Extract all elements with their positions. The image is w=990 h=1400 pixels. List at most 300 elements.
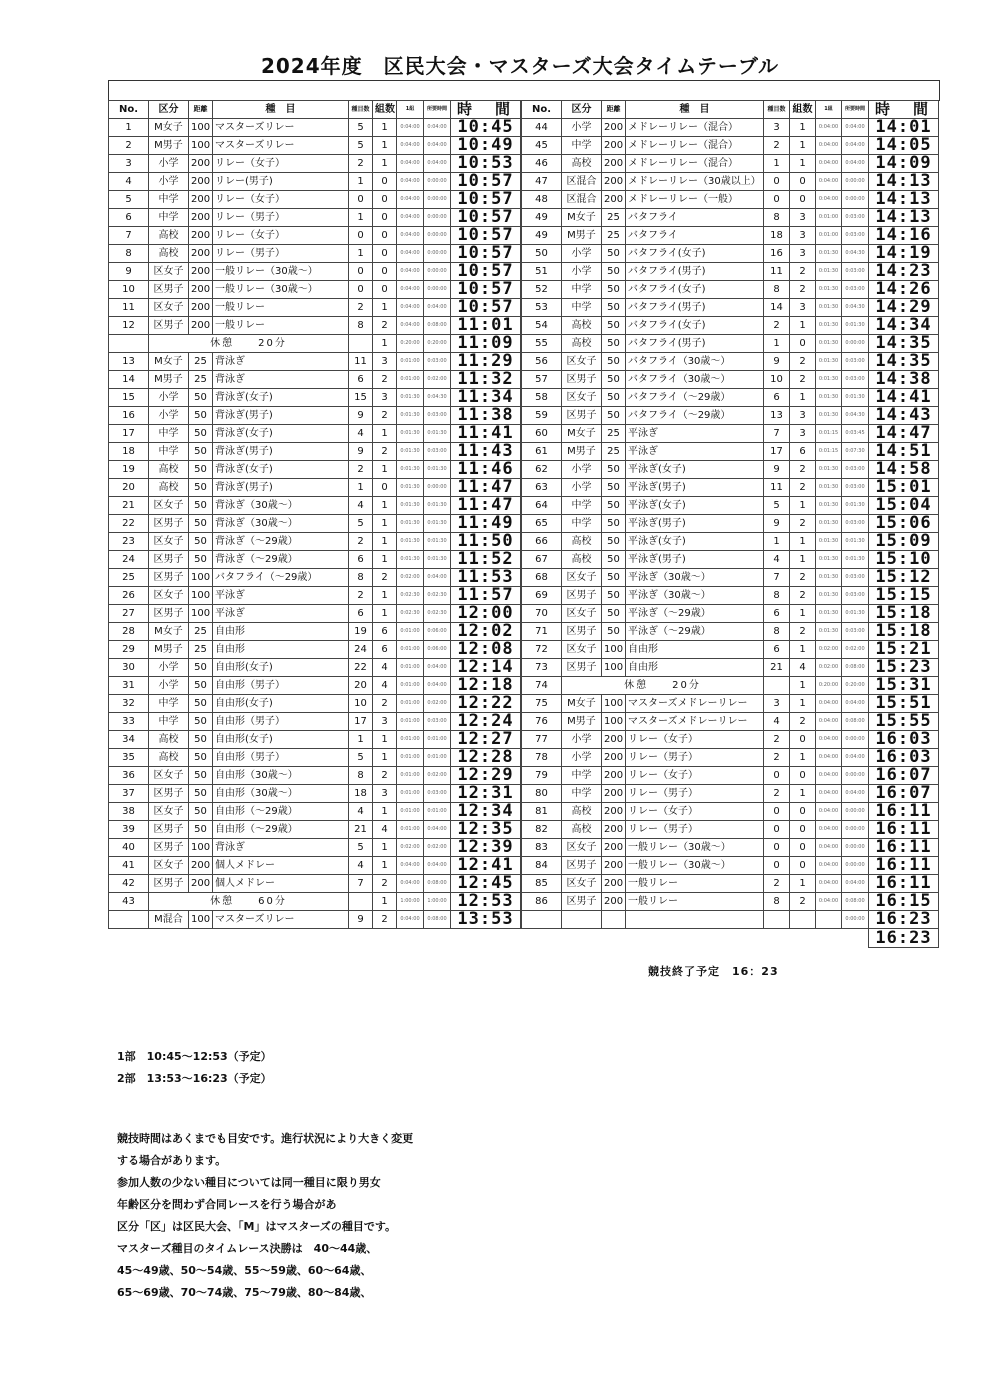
row-no: 18 [109, 443, 149, 461]
row-heats: 2 [790, 353, 816, 371]
row-start-time: 15:23 [869, 659, 939, 677]
row-start-time: 15:10 [869, 551, 939, 569]
row-entries: 0 [764, 857, 790, 875]
row-start-time: 12:14 [451, 659, 521, 677]
row-no: 83 [522, 839, 562, 857]
row-division: 小学 [562, 245, 602, 263]
row-start-time: 14:34 [869, 317, 939, 335]
row-total-duration: 0:04:00 [424, 821, 451, 839]
row-heats: 2 [790, 461, 816, 479]
row-total-duration: 0:04:30 [842, 245, 869, 263]
row-heats: 2 [790, 893, 816, 911]
row-entries: 10 [349, 695, 373, 713]
table-row [522, 893, 939, 911]
table-row [522, 569, 939, 587]
row-no: 50 [522, 245, 562, 263]
row-division: 小学 [562, 479, 602, 497]
row-entries: 11 [349, 353, 373, 371]
row-distance: 50 [189, 479, 213, 497]
row-start-time: 11:46 [451, 461, 521, 479]
table-row [109, 209, 521, 227]
row-event: メドレーリレー（混合） [626, 155, 764, 173]
row-division: 中学 [562, 767, 602, 785]
row-division: 区女子 [562, 569, 602, 587]
row-heat-duration: 0:04:00 [397, 119, 424, 137]
row-total-duration: 0:04:30 [842, 407, 869, 425]
row-heats: 1 [373, 335, 397, 353]
row-heats: 1 [373, 857, 397, 875]
row-division: 区女子 [149, 533, 189, 551]
row-total-duration: 0:01:30 [424, 533, 451, 551]
row-event: 自由形(女子) [213, 731, 349, 749]
row-heats: 1 [790, 137, 816, 155]
row-distance: 200 [602, 821, 626, 839]
table-frame-top [108, 80, 940, 101]
row-total-duration: 0:08:00 [424, 317, 451, 335]
row-no: 29 [109, 641, 149, 659]
row-entries: 7 [764, 425, 790, 443]
row-event: 一般リレー（30歳～） [626, 857, 764, 875]
row-total-duration: 0:01:30 [842, 605, 869, 623]
row-heat-duration: 0:04:00 [816, 695, 842, 713]
table-row [522, 533, 939, 551]
row-heats: 0 [373, 191, 397, 209]
row-total-duration: 0:01:30 [842, 497, 869, 515]
row-start-time: 14:47 [869, 425, 939, 443]
row-heat-duration [816, 911, 842, 929]
row-no: 53 [522, 299, 562, 317]
row-total-duration: 0:00:00 [424, 245, 451, 263]
row-start-time: 16:11 [869, 875, 939, 893]
row-heats: 1 [790, 389, 816, 407]
row-start-time: 10:57 [451, 227, 521, 245]
row-heat-duration: 1:00:00 [397, 893, 424, 911]
final-time: 16:23 [869, 929, 939, 948]
row-event: リレー（女子） [213, 227, 349, 245]
row-event: 背泳ぎ（30歳～） [213, 515, 349, 533]
row-division: 高校 [562, 155, 602, 173]
row-start-time: 16:11 [869, 803, 939, 821]
row-heats: 0 [373, 245, 397, 263]
row-distance: 50 [602, 497, 626, 515]
row-division: 区女子 [149, 803, 189, 821]
row-total-duration: 0:03:00 [842, 263, 869, 281]
row-division: M女子 [562, 695, 602, 713]
row-heat-duration: 0:01:30 [816, 497, 842, 515]
table-row [522, 911, 939, 929]
row-heats: 1 [790, 155, 816, 173]
row-heats: 1 [373, 461, 397, 479]
row-division: 区男子 [149, 821, 189, 839]
table-row [109, 533, 521, 551]
row-no: 41 [109, 857, 149, 875]
table-row [522, 821, 939, 839]
row-heat-duration: 0:04:00 [397, 227, 424, 245]
row-no: 26 [109, 587, 149, 605]
table-row [522, 227, 939, 245]
row-entries: 1 [764, 155, 790, 173]
row-division: 区男子 [149, 317, 189, 335]
table-row [109, 425, 521, 443]
row-total-duration: 0:08:00 [842, 893, 869, 911]
row-entries: 0 [764, 839, 790, 857]
row-total-duration: 0:01:30 [842, 533, 869, 551]
row-total-duration: 0:03:00 [842, 515, 869, 533]
row-entries: 2 [349, 155, 373, 173]
row-event: バタフライ（30歳～） [626, 353, 764, 371]
row-heat-duration: 0:01:30 [397, 551, 424, 569]
row-total-duration: 0:01:30 [424, 425, 451, 443]
row-no: 72 [522, 641, 562, 659]
table-row [109, 875, 521, 893]
row-entries: 4 [349, 425, 373, 443]
row-heats: 1 [790, 677, 816, 695]
table-row [522, 371, 939, 389]
row-heats: 1 [790, 497, 816, 515]
row-start-time: 14:16 [869, 227, 939, 245]
row-heats: 0 [790, 839, 816, 857]
row-entries: 24 [349, 641, 373, 659]
row-total-duration: 0:04:00 [842, 155, 869, 173]
row-distance: 200 [189, 875, 213, 893]
row-heats: 1 [790, 605, 816, 623]
row-heat-duration: 0:04:00 [397, 191, 424, 209]
row-heats [790, 911, 816, 929]
row-total-duration: 0:01:30 [842, 389, 869, 407]
row-no: 33 [109, 713, 149, 731]
row-total-duration: 0:02:00 [424, 767, 451, 785]
table-row [522, 767, 939, 785]
row-no: 45 [522, 137, 562, 155]
row-start-time: 16:07 [869, 767, 939, 785]
row-total-duration: 0:00:00 [842, 821, 869, 839]
row-entries: 16 [764, 245, 790, 263]
row-entries: 3 [764, 695, 790, 713]
row-heat-duration: 0:01:30 [816, 281, 842, 299]
row-division: 中学 [149, 191, 189, 209]
row-division: 小学 [149, 173, 189, 191]
row-event: 平泳ぎ [213, 587, 349, 605]
row-total-duration: 0:00:00 [842, 767, 869, 785]
row-event: 一般リレー [626, 893, 764, 911]
row-entries: 0 [764, 821, 790, 839]
row-distance: 50 [602, 533, 626, 551]
row-start-time: 12:27 [451, 731, 521, 749]
row-start-time: 15:18 [869, 623, 939, 641]
row-division: M女子 [149, 623, 189, 641]
note-line: マスターズ種目のタイムレース決勝は 40～44歳、 [117, 1242, 378, 1255]
row-distance: 100 [189, 569, 213, 587]
row-start-time: 10:45 [451, 119, 521, 137]
row-entries: 8 [764, 281, 790, 299]
row-division: 小学 [562, 461, 602, 479]
row-division: 小学 [149, 659, 189, 677]
row-no: 12 [109, 317, 149, 335]
row-distance: 50 [189, 713, 213, 731]
row-distance: 50 [602, 515, 626, 533]
row-distance: 50 [602, 569, 626, 587]
header-t1: 1組 [397, 101, 424, 119]
header-no: No. [109, 101, 149, 119]
table-row [109, 605, 521, 623]
row-heat-duration: 0:01:30 [816, 605, 842, 623]
header-no: No. [522, 101, 562, 119]
row-heat-duration: 0:04:00 [397, 155, 424, 173]
header-entries: 種目数 [764, 101, 790, 119]
row-total-duration: 0:20:00 [424, 335, 451, 353]
row-distance: 200 [602, 767, 626, 785]
row-event: 自由形(女子) [213, 659, 349, 677]
row-total-duration: 0:03:00 [842, 371, 869, 389]
row-event: 背泳ぎ(女子) [213, 461, 349, 479]
row-no: 62 [522, 461, 562, 479]
table-row [109, 191, 521, 209]
row-total-duration: 0:04:00 [424, 857, 451, 875]
header-t2: 所要時間 [842, 101, 869, 119]
row-heats: 0 [790, 335, 816, 353]
row-distance: 50 [189, 659, 213, 677]
row-no: 2 [109, 137, 149, 155]
row-no: 52 [522, 281, 562, 299]
end-note: 競技終了予定 16：23 [648, 965, 779, 978]
row-event: マスターズメドレーリレー [626, 695, 764, 713]
row-total-duration: 0:01:30 [424, 497, 451, 515]
row-no: 36 [109, 767, 149, 785]
row-event: バタフライ(女子) [626, 281, 764, 299]
row-start-time: 14:05 [869, 137, 939, 155]
table-row [522, 335, 939, 353]
row-division: 高校 [149, 749, 189, 767]
row-start-time: 12:45 [451, 875, 521, 893]
row-total-duration: 0:20:00 [842, 677, 869, 695]
row-no: 68 [522, 569, 562, 587]
row-start-time: 11:01 [451, 317, 521, 335]
table-row [522, 659, 939, 677]
row-total-duration: 0:06:00 [424, 641, 451, 659]
row-heat-duration: 0:01:30 [816, 515, 842, 533]
table-row [522, 443, 939, 461]
row-start-time: 10:57 [451, 209, 521, 227]
row-heat-duration: 0:20:00 [397, 335, 424, 353]
table-row [109, 893, 521, 911]
row-entries: 20 [349, 677, 373, 695]
row-heat-duration: 0:01:00 [397, 731, 424, 749]
row-heats: 1 [373, 605, 397, 623]
row-heat-duration: 0:01:00 [397, 677, 424, 695]
row-no: 65 [522, 515, 562, 533]
row-heat-duration: 0:04:00 [816, 839, 842, 857]
row-event: 背泳ぎ [213, 371, 349, 389]
row-total-duration: 0:01:30 [424, 551, 451, 569]
row-no: 39 [109, 821, 149, 839]
row-heat-duration: 0:01:00 [397, 659, 424, 677]
row-start-time: 10:57 [451, 299, 521, 317]
row-heat-duration: 0:01:30 [816, 263, 842, 281]
row-distance: 50 [602, 551, 626, 569]
row-start-time: 12:24 [451, 713, 521, 731]
header-t1: 1組 [816, 101, 842, 119]
row-start-time: 14:29 [869, 299, 939, 317]
row-division: 高校 [149, 227, 189, 245]
row-division: 区混合 [562, 191, 602, 209]
row-division: 中学 [562, 785, 602, 803]
row-heats: 2 [790, 515, 816, 533]
table-row [522, 803, 939, 821]
row-distance: 200 [602, 191, 626, 209]
row-distance: 200 [602, 155, 626, 173]
row-event: リレー（男子） [213, 209, 349, 227]
row-start-time: 12:02 [451, 623, 521, 641]
row-heat-duration: 0:01:30 [816, 569, 842, 587]
table-row [522, 263, 939, 281]
row-heats: 4 [373, 821, 397, 839]
row-heat-duration: 0:04:00 [816, 875, 842, 893]
row-heats: 3 [790, 407, 816, 425]
row-entries: 1 [349, 173, 373, 191]
row-event: バタフライ(男子) [626, 335, 764, 353]
row-heats: 1 [373, 731, 397, 749]
row-total-duration: 0:01:00 [424, 731, 451, 749]
row-distance: 50 [189, 425, 213, 443]
row-total-duration: 0:00:00 [424, 209, 451, 227]
row-heat-duration: 0:01:30 [816, 245, 842, 263]
row-entries: 9 [764, 353, 790, 371]
table-row [522, 587, 939, 605]
row-start-time: 11:43 [451, 443, 521, 461]
row-division: 区男子 [149, 515, 189, 533]
row-event: 平泳ぎ(女子) [626, 533, 764, 551]
row-event: 平泳ぎ [213, 605, 349, 623]
row-event: バタフライ（～29歳） [626, 407, 764, 425]
row-event: 背泳ぎ [213, 839, 349, 857]
row-division: 高校 [562, 551, 602, 569]
row-event: メドレーリレー（混合） [626, 137, 764, 155]
row-heats: 1 [373, 749, 397, 767]
row-heat-duration: 0:02:00 [397, 839, 424, 857]
row-heats: 3 [790, 299, 816, 317]
row-no: 76 [522, 713, 562, 731]
row-heats: 2 [373, 569, 397, 587]
row-entries: 2 [349, 299, 373, 317]
row-event: 背泳ぎ（～29歳） [213, 533, 349, 551]
notes [117, 1128, 413, 1304]
row-start-time: 16:11 [869, 857, 939, 875]
row-no: 44 [522, 119, 562, 137]
table-row [109, 281, 521, 299]
row-entries: 1 [349, 731, 373, 749]
row-distance: 50 [189, 443, 213, 461]
row-distance: 25 [602, 425, 626, 443]
header-heats: 組数 [790, 101, 816, 119]
session-1: 1部 10:45～12:53（予定） [117, 1050, 272, 1063]
row-entries: 0 [349, 263, 373, 281]
table-row [109, 713, 521, 731]
row-total-duration: 0:04:00 [424, 569, 451, 587]
row-entries: 0 [349, 191, 373, 209]
row-start-time: 11:09 [451, 335, 521, 353]
row-heat-duration: 0:01:30 [816, 299, 842, 317]
row-no: 78 [522, 749, 562, 767]
session-2: 2部 13:53～16:23（予定） [117, 1072, 272, 1085]
row-entries [349, 335, 373, 353]
row-entries: 15 [349, 389, 373, 407]
table-row [522, 713, 939, 731]
row-division: 中学 [562, 299, 602, 317]
row-heats: 2 [790, 263, 816, 281]
row-heats: 1 [790, 551, 816, 569]
row-entries: 2 [349, 461, 373, 479]
header-dist: 距離 [602, 101, 626, 119]
row-start-time: 15:06 [869, 515, 939, 533]
row-heats: 2 [373, 443, 397, 461]
blank-cell [522, 929, 869, 948]
row-heats: 0 [373, 263, 397, 281]
header-entries: 種目数 [349, 101, 373, 119]
row-start-time: 16:23 [869, 911, 939, 929]
row-no: 24 [109, 551, 149, 569]
row-entries [349, 893, 373, 911]
row-no: 20 [109, 479, 149, 497]
row-total-duration: 0:04:00 [842, 137, 869, 155]
row-no: 9 [109, 263, 149, 281]
row-entries: 1 [764, 533, 790, 551]
row-division: 区男子 [562, 623, 602, 641]
table-row [522, 353, 939, 371]
row-division: 区女子 [149, 587, 189, 605]
row-distance: 50 [189, 461, 213, 479]
break-label: 休憩 20分 [562, 677, 764, 695]
row-division: M男子 [149, 137, 189, 155]
row-no: 6 [109, 209, 149, 227]
row-start-time: 12:00 [451, 605, 521, 623]
table-row [109, 551, 521, 569]
note-line: 65～69歳、70～74歳、75～79歳、80～84歳、 [117, 1286, 372, 1299]
row-no: 51 [522, 263, 562, 281]
row-entries: 17 [764, 443, 790, 461]
table-row [522, 425, 939, 443]
row-heat-duration: 0:01:00 [816, 227, 842, 245]
row-total-duration: 0:03:00 [424, 443, 451, 461]
row-division: 区女子 [562, 389, 602, 407]
row-no: 1 [109, 119, 149, 137]
row-no: 54 [522, 317, 562, 335]
row-distance: 200 [189, 281, 213, 299]
row-total-duration: 0:04:00 [842, 749, 869, 767]
row-heats: 0 [790, 803, 816, 821]
header-dist: 距離 [189, 101, 213, 119]
row-total-duration: 0:03:00 [424, 353, 451, 371]
row-entries: 19 [349, 623, 373, 641]
row-no: 82 [522, 821, 562, 839]
row-division: M男子 [149, 641, 189, 659]
row-distance: 50 [189, 533, 213, 551]
row-heats: 3 [373, 713, 397, 731]
table-row [109, 497, 521, 515]
row-distance: 100 [602, 659, 626, 677]
row-division: 小学 [562, 749, 602, 767]
row-heat-duration: 0:01:30 [816, 389, 842, 407]
row-start-time: 15:55 [869, 713, 939, 731]
note-line: 競技時間はあくまでも目安です。進行状況により大きく変更 [117, 1132, 414, 1145]
row-heats: 1 [373, 119, 397, 137]
row-entries: 7 [349, 875, 373, 893]
row-no: 81 [522, 803, 562, 821]
row-start-time: 16:15 [869, 893, 939, 911]
row-division: 中学 [149, 425, 189, 443]
row-heats: 3 [790, 209, 816, 227]
row-heat-duration: 0:01:30 [816, 551, 842, 569]
row-total-duration: 0:03:00 [842, 281, 869, 299]
